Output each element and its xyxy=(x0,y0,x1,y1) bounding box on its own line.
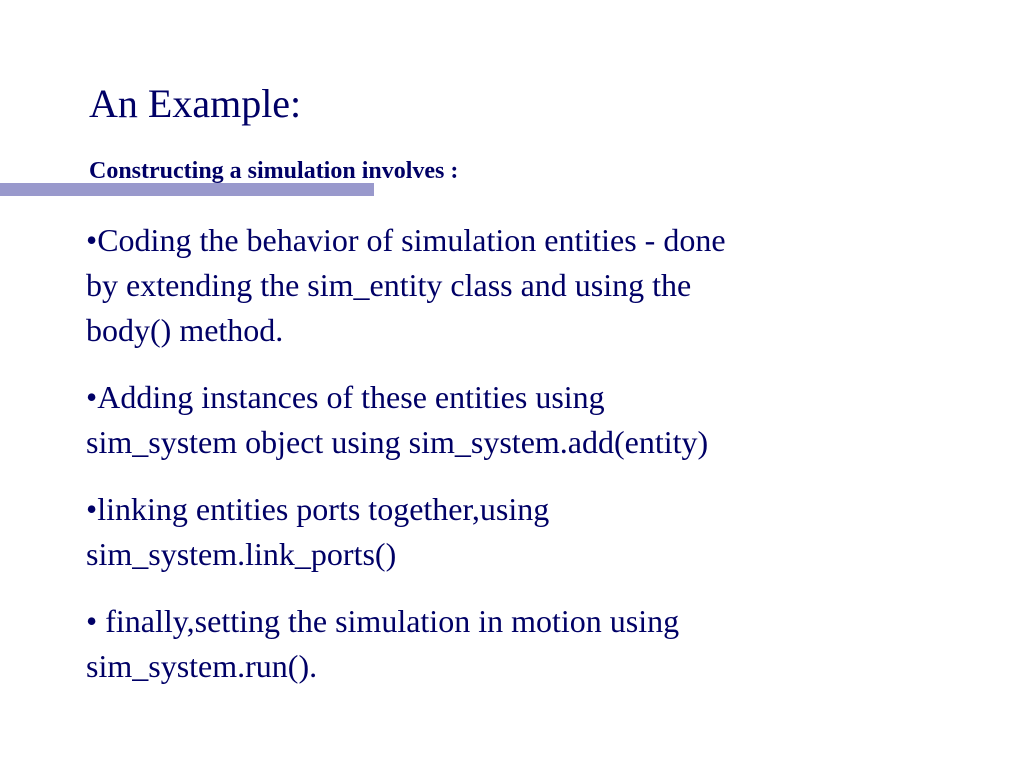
bullet-line: sim_system.link_ports() xyxy=(86,536,397,572)
bullet-line: • finally,setting the simulation in motion using xyxy=(86,603,680,639)
bullet-line: •Coding the behavior of simulation entities - done xyxy=(86,222,726,258)
slide-subtitle: Constructing a simulation involves : xyxy=(89,158,459,184)
bullet-list xyxy=(86,218,916,711)
bullet-item xyxy=(86,599,916,689)
bullet-line: sim_system.run(). xyxy=(86,648,318,684)
bullet-line: •Adding instances of these entities using xyxy=(86,379,605,415)
bullet-item xyxy=(86,487,916,577)
bullet-line: sim_system object using sim_system.add(entity) xyxy=(86,424,709,460)
bullet-line: •linking entities ports together,using xyxy=(86,491,550,527)
bullet-item xyxy=(86,218,916,353)
slide-title: An Example: xyxy=(89,81,302,126)
bullet-line: body() method. xyxy=(86,312,284,348)
bullet-item xyxy=(86,375,916,465)
bullet-line: by extending the sim_entity class and using the xyxy=(86,267,692,303)
